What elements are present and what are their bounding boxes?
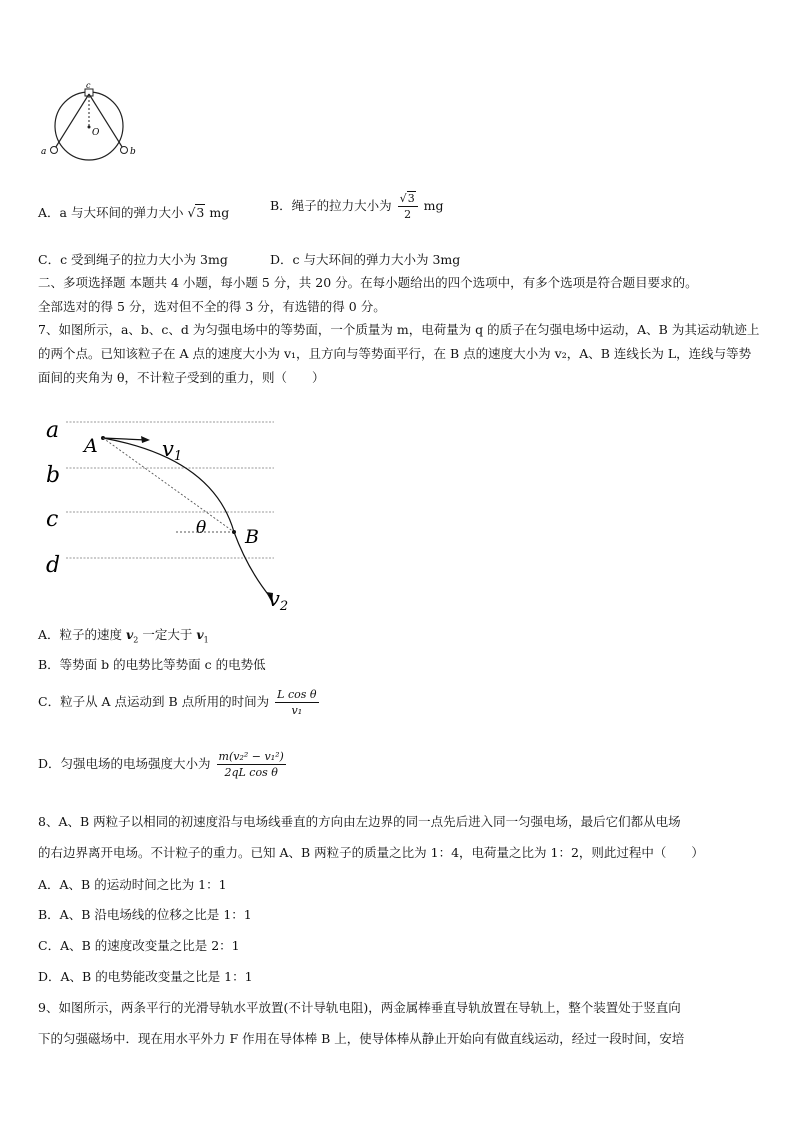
trajectory-curve — [103, 438, 271, 598]
label-v1: v1 — [162, 437, 183, 464]
section2-line1: 二、多项选择题 本题共 4 小题，每小题 5 分，共 20 分。在每小题给出的四个选项中，有多个选项是符合题目要求的。 — [38, 275, 698, 290]
q9-stem-line2: 下的匀强磁场中．现在用水平外力 F 作用在导体棒 B 上，使导体棒从静止开始向有做直线运动，经过一段时间，安培 — [38, 1031, 685, 1046]
q7-option-d-pre: D．匀强电场的电场强度大小为 — [38, 756, 211, 771]
q6-option-a-radicand: 3 — [196, 205, 205, 220]
fraction-numerator: L cos θ — [277, 688, 317, 701]
label-v2: v2 — [268, 587, 289, 614]
label-b: b — [130, 147, 136, 157]
q8-option-d: D．A、B 的电势能改变量之比是 1：1 — [38, 969, 253, 984]
plane-label-d: d — [46, 553, 61, 578]
fraction-numerator: √3 — [398, 192, 418, 207]
q8-option-b: B．A、B 沿电场线的位移之比是 1：1 — [38, 907, 252, 922]
label-theta: θ — [196, 518, 207, 538]
q6-option-a-unit: mg — [209, 205, 230, 220]
q8-option-c: C．A、B 的速度改变量之比是 2：1 — [38, 938, 240, 953]
label-c: c — [86, 82, 91, 90]
label-o: O — [92, 128, 100, 138]
q8-option-a: A．A、B 的运动时间之比为 1：1 — [38, 877, 227, 892]
q7-option-d-fraction — [217, 750, 286, 779]
fraction-denominator: 2 — [404, 208, 412, 221]
q7-stem: 7、如图所示，a、b、c、d 为匀强电场中的等势面，一个质量为 m，电荷量为 q 的质子在匀强电场中运动，A、B 为其运动轨迹上的两个点。已知该粒子在 A 点的速度大小为 v₁，且方向与等势面平行，在 B 点的速度大小为 v₂，A、B 连线长为 L，连线与等势面间的夹角为 θ，不计粒子受到的重力，则（ ） — [38, 322, 760, 385]
q7-option-a-mid: 一定大于 — [138, 627, 197, 642]
v1-arrowhead — [141, 436, 150, 443]
q7-option-d — [38, 750, 288, 779]
q6-option-b-fraction — [398, 192, 418, 221]
q8-stem-line1: 8、A、B 两粒子以相同的初速度沿与电场线垂直的方向由左边界的同一点先后进入同一匀强电场，最后它们都从电场 — [38, 814, 681, 829]
q6-option-a — [38, 203, 229, 221]
q6-option-a-text: A．a 与大环间的弹力大小 — [38, 205, 184, 220]
q7-option-a-v1: v — [196, 627, 204, 642]
fraction-numerator: m(v₂² − v₁²) — [218, 750, 284, 763]
q7-option-c-pre: C．粒子从 A 点运动到 B 点所用的时间为 — [38, 694, 270, 709]
center-dot — [88, 126, 91, 129]
q6-option-b-text: B．绳子的拉力大小为 — [270, 198, 392, 213]
equipotential-figure — [38, 410, 298, 615]
section2-line2: 全部选对的得 5 分，选对但不全的得 3 分，有选错的得 0 分。 — [38, 299, 386, 314]
q6-option-d: D．c 与大环间的弹力大小为 3mg — [270, 252, 461, 267]
numerator-radicand: 3 — [407, 192, 415, 205]
plane-label-c: c — [46, 507, 59, 532]
q8-stem-line2: 的右边界离开电场。不计粒子的重力。已知 A、B 两粒子的质量之比为 1：4，电荷量之比为 1：2，则此过程中（ ） — [38, 845, 704, 860]
label-a: a — [41, 147, 47, 157]
point-B — [232, 530, 236, 534]
q7-option-c — [38, 688, 321, 717]
q7-option-b: B．等势面 b 的电势比等势面 c 的电势低 — [38, 657, 266, 672]
q6-option-c: C．c 受到绳子的拉力大小为 3mg — [38, 252, 228, 267]
plane-label-a: a — [46, 418, 60, 443]
sqrt-symbol: √ — [187, 205, 196, 220]
fraction-denominator: 2qL cos θ — [224, 766, 278, 779]
q7-option-c-fraction — [275, 688, 318, 717]
label-B: B — [245, 526, 259, 548]
q6-option-b — [270, 192, 444, 221]
plane-label-b: b — [46, 463, 61, 488]
label-A: A — [84, 435, 98, 457]
rope-cb — [89, 94, 124, 150]
fraction-denominator: v₁ — [291, 704, 303, 717]
rope-ca — [54, 94, 89, 150]
bead-a — [51, 147, 58, 154]
q7-option-a: A．粒子的速度 $v_2$ 一定大于 $v_1$ — [38, 627, 209, 645]
q7-option-a-pre: A．粒子的速度 — [38, 627, 127, 642]
bead-b — [121, 147, 128, 154]
q9-stem-line1: 9、如图所示，两条平行的光滑导轨水平放置(不计导轨电阻)，两金属棒垂直导轨放置在导轨上，整个装置处于竖直向 — [38, 1000, 681, 1015]
ring-figure — [38, 82, 144, 162]
q6-option-b-unit: mg — [423, 198, 444, 213]
q7-option-a-v2: v — [126, 627, 134, 642]
